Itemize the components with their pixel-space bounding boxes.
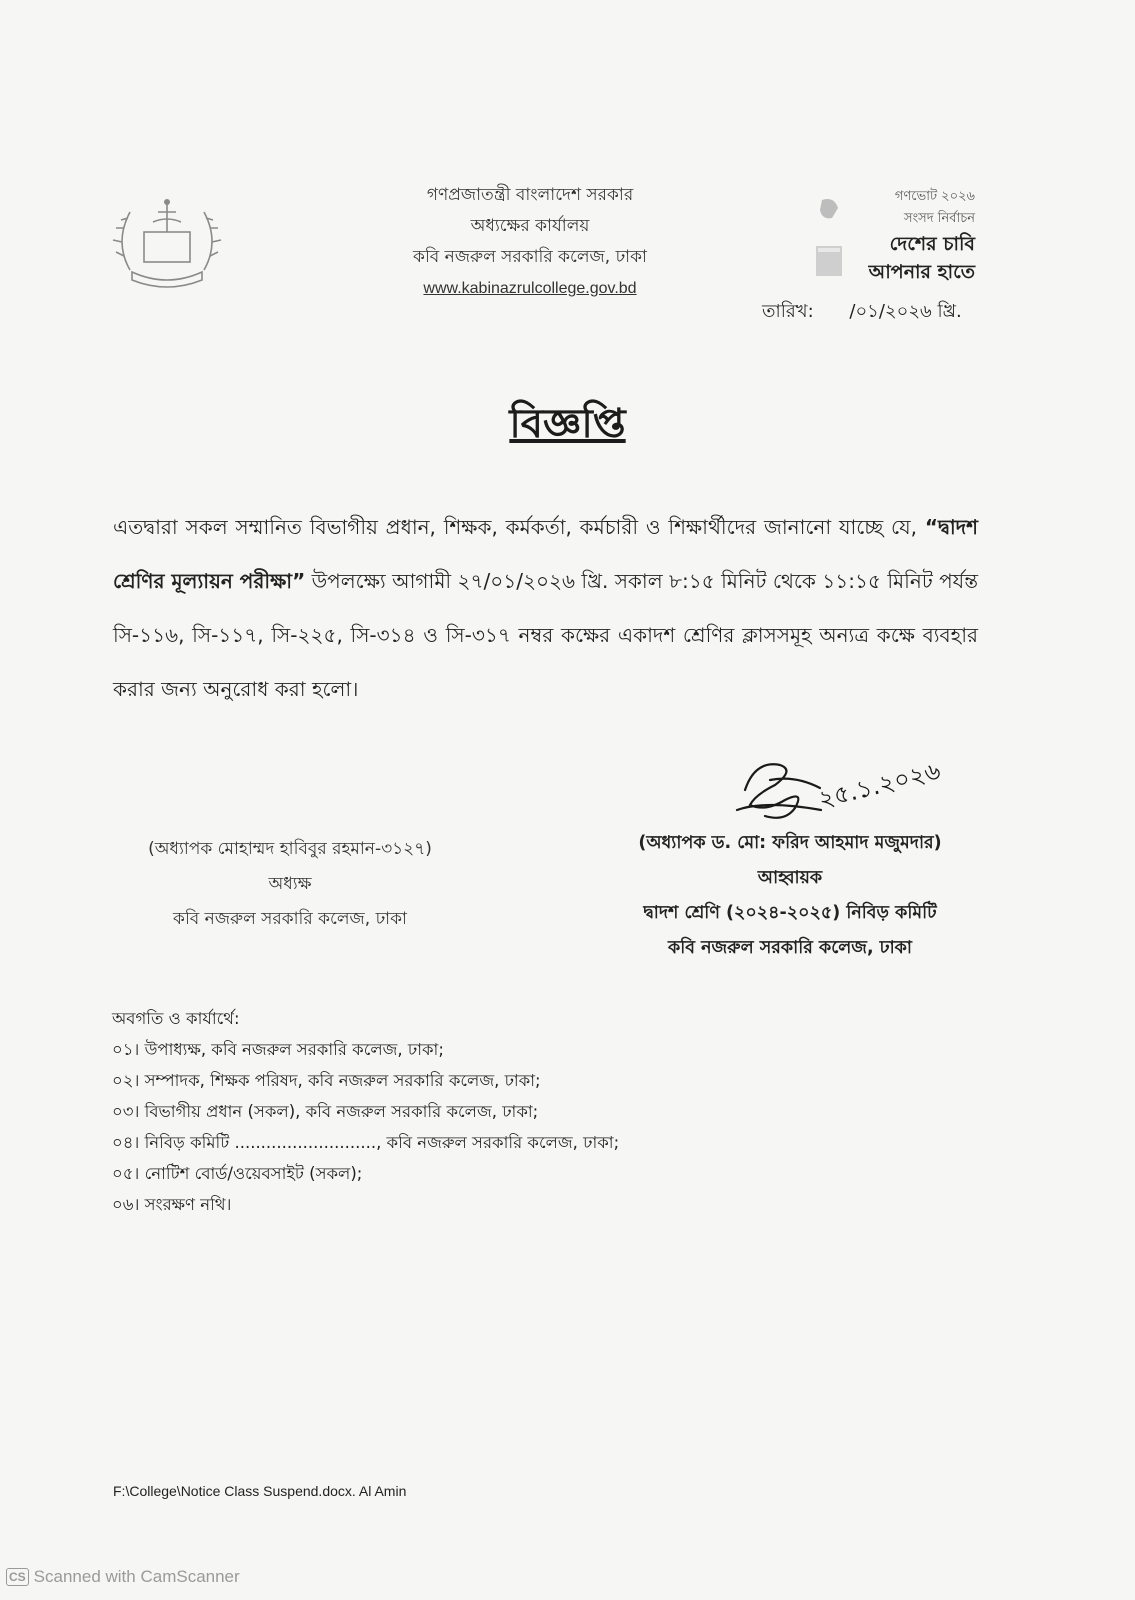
convener-committee: দ্বাদশ শ্রেণি (২০২৪-২০২৫) নিবিড় কমিটি xyxy=(643,903,937,923)
letterhead xyxy=(330,180,730,304)
watermark-text: Scanned with CamScanner xyxy=(33,1567,240,1586)
camscanner-watermark xyxy=(6,1567,240,1587)
convener-institution: কবি নজরুল সরকারি কলেজ, ঢাকা xyxy=(668,938,912,958)
distribution-list xyxy=(112,1003,832,1220)
notice-title-text: বিজ্ঞপ্তি xyxy=(509,401,626,447)
camscanner-logo-icon: CS xyxy=(6,1568,29,1586)
body-part-2: উপলক্ষ্যে আগামী ২৭/০১/২০২৬ খ্রি. সকাল ৮:১৫ মিনিট থেকে ১১:১৫ মিনিট পর্যন্ত সি-১১৬, সি-১১৭, সি-২২৫, সি-৩১৪ ও সি-৩১৭ নম্বর কক্ষের একাদশ শ্রেণির ক্লাসসমূহ অন্যত্র কক্ষে ব্যবহার করার জন্য অনুরোধ করা হলো। xyxy=(113,569,978,701)
government-name: গণপ্রজাতন্ত্রী বাংলাদেশ সরকার xyxy=(426,185,634,205)
referendum-text: গণভোট ২০২৬ xyxy=(894,189,975,204)
notice-title xyxy=(0,392,1135,459)
list-item: ০১। উপাধ্যক্ষ, কবি নজরুল সরকারি কলেজ, ঢাকা; xyxy=(112,1040,444,1059)
exam-name: “দ্বাদশ শ্রেণির মূল্যায়ন পরীক্ষা” xyxy=(113,515,978,593)
office-name: অধ্যক্ষের কার্যালয় xyxy=(470,216,590,236)
notice-body xyxy=(113,500,978,716)
list-item: ০৫। নোটিশ বোর্ড/ওয়েবসাইট (সকল); xyxy=(112,1164,363,1183)
file-path-footer: F:\College\Notice Class Suspend.docx. Al Amin xyxy=(113,1483,407,1499)
date-line xyxy=(762,297,962,328)
website-link[interactable]: www.kabinazrulcollege.gov.bd xyxy=(423,280,637,297)
principal-institution: কবি নজরুল সরকারি কলেজ, ঢাকা xyxy=(173,909,407,929)
list-item: ০৪। নিবিড় কমিটি ..........................., কবি নজরুল সরকারি কলেজ, ঢাকা; xyxy=(112,1133,620,1152)
ballot-box-icon xyxy=(808,194,852,286)
signature-date: ২৫.১.২০২৬ xyxy=(815,756,944,814)
distribution-heading: অবগতি ও কার্যার্থে: xyxy=(112,1009,240,1028)
principal-designation: অধ্যক্ষ xyxy=(268,874,312,894)
list-item: ০২। সম্পাদক, শিক্ষক পরিষদ, কবি নজরুল সরকারি কলেজ, ঢাকা; xyxy=(112,1071,541,1090)
election-text: সংসদ নির্বাচন xyxy=(904,211,975,226)
date-label: তারিখ: xyxy=(762,301,814,322)
convener-designation: আহ্বায়ক xyxy=(757,868,823,888)
slogan-line-2: আপনার হাতে xyxy=(868,261,975,283)
election-logo xyxy=(855,186,975,286)
convener-name: (অধ্যাপক ড. মো: ফরিদ আহমাদ মজুমদার) xyxy=(638,833,942,853)
list-item: ০৬। সংরক্ষণ নথি। xyxy=(112,1195,232,1214)
body-part-1: এতদ্বারা সকল সম্মানিত বিভাগীয় প্রধান, শিক্ষক, কর্মকর্তা, কর্মচারী ও শিক্ষার্থীদের জানানো যাচ্ছে যে, xyxy=(113,515,925,539)
slogan-line-1: দেশের চাবি xyxy=(889,233,975,255)
convener-signature-block xyxy=(605,826,975,966)
date-value: /০১/২০২৬ খ্রি. xyxy=(849,301,962,322)
principal-name: (অধ্যাপক মোহাম্মদ হাবিবুর রহমান-৩১২৭) xyxy=(148,839,432,859)
college-name: কবি নজরুল সরকারি কলেজ, ঢাকা xyxy=(413,247,647,267)
principal-signature-block xyxy=(110,832,470,937)
college-emblem xyxy=(108,192,226,292)
list-item: ০৩। বিভাগীয় প্রধান (সকল), কবি নজরুল সরকারি কলেজ, ঢাকা; xyxy=(112,1102,539,1121)
signature xyxy=(725,740,985,830)
